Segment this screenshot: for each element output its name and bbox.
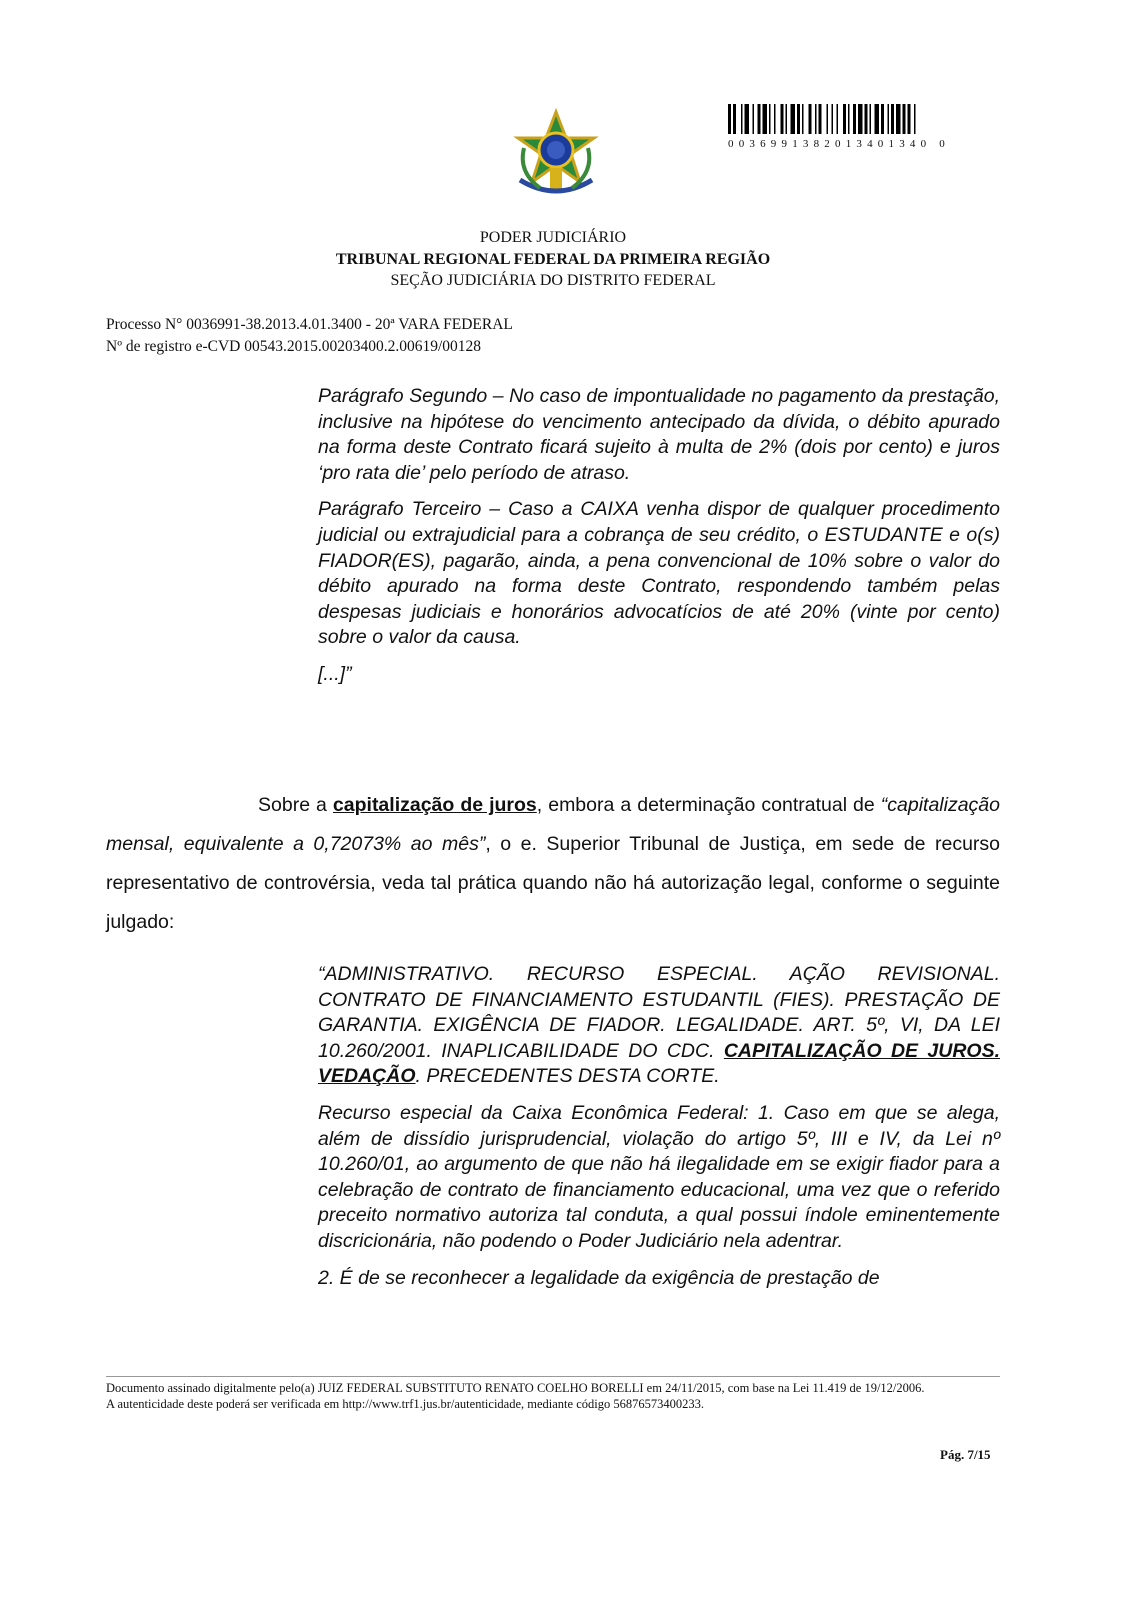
quote-ellipsis: [...]” bbox=[318, 662, 352, 685]
barcode-bar bbox=[903, 104, 906, 134]
barcode-bar bbox=[848, 104, 850, 134]
page-number: Pág. 7/15 bbox=[940, 1447, 991, 1462]
text: , embora a determinação contratual de bbox=[536, 794, 881, 816]
barcode-bar bbox=[891, 104, 894, 134]
quote-paragraph: Parágrafo Terceiro – Caso a CAIXA venha dispor de qualquer procedimento judicial ou extrajudicial para a cobrança de seu crédito, o ESTUDANTE e o(s) FIADOR(ES), pagarão, ainda, a pena convencional de 10% sobre o valor do débito apurado na forma deste Contrato, respondendo também pelas despesas judiciais e honorários advocatícios de até 20% (vinte por cento) sobre o valor da causa. bbox=[318, 498, 1000, 649]
barcode-bar bbox=[908, 104, 911, 134]
footer-divider bbox=[106, 1376, 1000, 1377]
barcode-bar bbox=[741, 104, 743, 134]
barcode-bar bbox=[786, 104, 788, 134]
barcode-bar bbox=[832, 104, 834, 134]
barcode-number: 0036991382013401340 0 bbox=[728, 138, 950, 150]
barcode-bar bbox=[853, 104, 856, 134]
signature-footer bbox=[106, 1380, 1006, 1412]
barcode-bar bbox=[774, 104, 776, 134]
barcode-bar bbox=[865, 104, 868, 134]
barcode-bar bbox=[769, 104, 771, 134]
barcode-bar bbox=[802, 104, 804, 134]
header-court-name: TRIBUNAL REGIONAL FEDERAL DA PRIMEIRA REGIÃO bbox=[335, 251, 771, 268]
barcode-bar bbox=[888, 104, 890, 134]
emphasis-vedacao: CAPITALIZAÇÃO DE JUROS. VEDAÇÃO bbox=[318, 1039, 1000, 1088]
quote-jurisprudence bbox=[318, 962, 1000, 1302]
quote-paragraph: Parágrafo Segundo – No caso de impontualidade no pagamento da prestação, inclusive na hipótese do vencimento antecipado da dívida, o débito apurado na forma deste Contrato ficará sujeito à multa de 2% (dois por cento) e juros ‘pro rata die’ pelo período de atraso. bbox=[318, 385, 1000, 484]
barcode-bar bbox=[815, 104, 817, 134]
barcode-bar bbox=[745, 104, 750, 134]
barcode-bar bbox=[896, 104, 901, 134]
text: , o e. Superior Tribunal de Justiça, em sede de recurso representativo de controvérsia, veda tal prática quando não há autorização legal, conforme o seguinte julgado: bbox=[106, 833, 1001, 933]
header-line-3: SEÇÃO JUDICIÁRIA DO DISTRITO FEDERAL bbox=[390, 272, 716, 289]
coat-of-arms-emblem bbox=[510, 108, 602, 200]
barcode-bar bbox=[881, 104, 884, 134]
barcode-bar bbox=[870, 104, 872, 134]
barcode-bar bbox=[733, 104, 736, 134]
process-number: Processo N° 0036991-38.2013.4.01.3400 - 20ª VARA FEDERAL bbox=[106, 316, 513, 333]
header-line-1: PODER JUDICIÁRIO bbox=[479, 229, 627, 246]
quote-ementa bbox=[318, 962, 1000, 1090]
text: . PRECEDENTES DESTA CORTE. bbox=[415, 1065, 720, 1088]
signature-note: Documento assinado digitalmente pelo(a) JUIZ FEDERAL SUBSTITUTO RENATO COELHO BORELLI em 24/11/2015, com base na Lei 11.419 de 19/12/2006. bbox=[106, 1381, 925, 1395]
barcode-bar bbox=[914, 104, 916, 134]
barcode-bar bbox=[837, 104, 839, 134]
emphasis-capitalizacao: capitalização de juros bbox=[332, 794, 537, 816]
barcode-bar bbox=[791, 104, 796, 134]
barcode-bar bbox=[728, 104, 731, 134]
barcode-bar bbox=[753, 104, 755, 134]
text: Sobre a bbox=[258, 794, 333, 816]
barcode-bar bbox=[797, 104, 800, 134]
barcode-bar bbox=[819, 104, 822, 134]
barcode-bar bbox=[809, 104, 812, 134]
barcode-bar bbox=[758, 104, 761, 134]
barcode-bar bbox=[875, 104, 880, 134]
quote-paragraph: Recurso especial da Caixa Econômica Federal: 1. Caso em que se alega, além de dissídio jurisprudencial, violação do artigo 5º, III e IV, da Lei nº 10.260/01, ao argumento de que não há ilegalidade em se exigir fiador para a celebração de contrato de financiamento educacional, uma vez que o referido preceito normativo autoriza tal conduta, a qual possui índole eminentemente discricionária, não podendo o Poder Judiciário nela adentrar. bbox=[318, 1101, 1000, 1252]
contract-quote: “capitalização mensal, equivalente a 0,72073% ao mês” bbox=[106, 794, 1000, 855]
authenticity-note: A autenticidade deste poderá ser verificada em http://www.trf1.jus.br/autenticidade, mediante código 56876573400233. bbox=[106, 1397, 704, 1411]
barcode-bar bbox=[781, 104, 784, 134]
body-paragraph bbox=[106, 786, 1000, 942]
registry-number: Nº de registro e-CVD 00543.2015.00203400.2.00619/00128 bbox=[106, 338, 482, 355]
quote-paragraph: 2. É de se reconhecer a legalidade da exigência de prestação de bbox=[318, 1266, 880, 1289]
barcode-bar bbox=[763, 104, 768, 134]
barcode-bar bbox=[827, 104, 829, 134]
barcode-bar bbox=[843, 104, 846, 134]
quote-contract-clauses bbox=[318, 384, 1000, 699]
barcode-bar bbox=[858, 104, 863, 134]
barcode bbox=[728, 104, 988, 134]
text: “ADMINISTRATIVO. RECURSO ESPECIAL. AÇÃO REVISIONAL. CONTRATO DE FINANCIAMENTO ESTUDANTIL (FIES). PRESTAÇÃO DE GARANTIA. EXIGÊNCIA DE FIADOR. LEGALIDADE. ART. 5º, VI, DA LEI 10.260/2001. INAPLICABILIDADE DO CDC. bbox=[318, 963, 1000, 1062]
